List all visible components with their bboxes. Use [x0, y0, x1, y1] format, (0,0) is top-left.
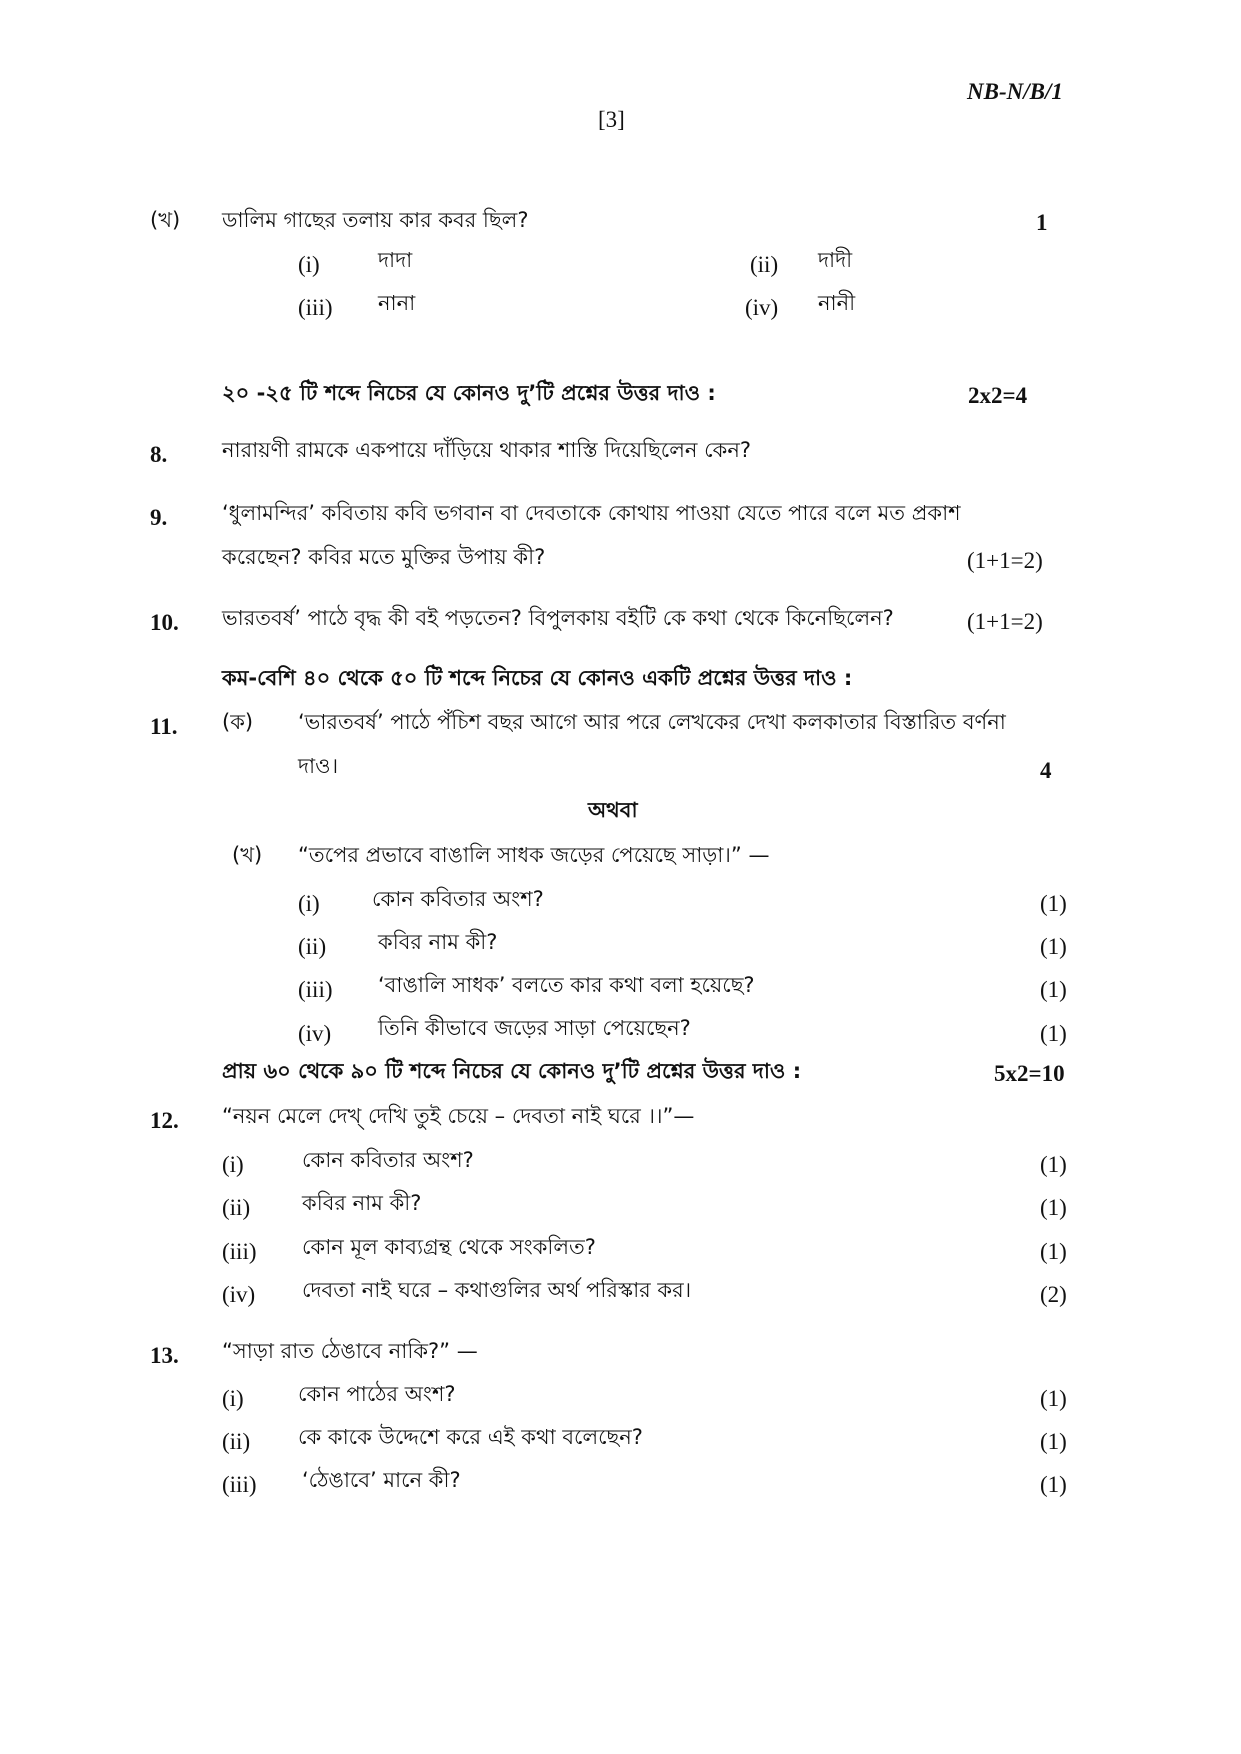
- q7b-option-label: (ii): [750, 252, 779, 277]
- q11b-item-label: (ii): [298, 934, 327, 959]
- q12-item-label: (iii): [222, 1239, 257, 1264]
- q9-line1: ‘ধুলামন্দির’ কবিতায় কবি ভগবান বা দেবতাকে কোথায় পাওয়া যেতে পারে বলে মত প্রকাশ: [222, 501, 961, 525]
- q12-item-marks: (1): [1040, 1195, 1067, 1220]
- q12-item-marks: (2): [1040, 1282, 1067, 1307]
- q8-number: 8.: [150, 442, 168, 467]
- q13-item-text: ‘ঠেঙাবে’ মানে কী?: [302, 1468, 461, 1492]
- q11b-item-text: তিনি কীভাবে জড়ের সাড়া পেয়েছেন?: [378, 1016, 691, 1040]
- q13-quote: “সাড়া রাত ঠেঙাবে নাকি?” —: [222, 1339, 478, 1363]
- q11b-item-label: (iii): [298, 977, 333, 1002]
- q11a-line2: দাও।: [298, 754, 339, 778]
- section-short-marks: 2x2=4: [968, 383, 1028, 408]
- q11b-item-text: কোন কবিতার অংশ?: [372, 887, 544, 911]
- q10-number: 10.: [150, 610, 179, 635]
- q13-item-label: (i): [222, 1386, 244, 1411]
- q12-item-label: (i): [222, 1152, 244, 1177]
- q13-item-marks: (1): [1040, 1429, 1067, 1454]
- q12-item-marks: (1): [1040, 1152, 1067, 1177]
- q13-item-marks: (1): [1040, 1472, 1067, 1497]
- q7b-option-text: দাদী: [818, 248, 853, 272]
- q9-line2: করেছেন? কবির মতে মুক্তির উপায় কী?: [222, 545, 546, 569]
- q7b-option-text: নানী: [818, 291, 856, 315]
- q7b-marks: 1: [1036, 210, 1048, 235]
- q11b-item-marks: (1): [1040, 977, 1067, 1002]
- or-separator: অথবা: [588, 798, 638, 822]
- q12-number: 12.: [150, 1108, 179, 1133]
- q13-item-text: কোন পাঠের অংশ?: [298, 1382, 456, 1406]
- q11b-item-text: ‘বাঙালি সাধক’ বলতে কার কথা বলা হয়েছে?: [378, 973, 755, 997]
- q8-text: নারায়ণী রামকে একপায়ে দাঁড়িয়ে থাকার শাস্তি দিয়েছিলেন কেন?: [222, 438, 751, 462]
- q10-text: ভারতবর্ষ’ পাঠে বৃদ্ধ কী বই পড়তেন? বিপুলকায় বইটি কে কথা থেকে কিনেছিলেন?: [222, 606, 894, 630]
- q12-quote: “নয়ন মেলে দেখ্ দেখি তুই চেয়ে – দেবতা নাই ঘরে ।।”—: [222, 1104, 695, 1128]
- q9-marks: (1+1=2): [967, 548, 1043, 573]
- q7b-option-text: দাদা: [378, 248, 413, 272]
- q7b-option-text: নানা: [378, 291, 416, 315]
- section-long-instruction: প্রায় ৬০ থেকে ৯০ টি শব্দে নিচের যে কোনও দু’টি প্রশ্নের উত্তর দাও :: [222, 1059, 802, 1083]
- q7b-text: ডালিম গাছের তলায় কার কবর ছিল?: [222, 208, 529, 232]
- q7b-option-label: (i): [298, 252, 320, 277]
- q11b-item-marks: (1): [1040, 891, 1067, 916]
- section-medium-instruction: কম-বেশি ৪০ থেকে ৫০ টি শব্দে নিচের যে কোনও একটি প্রশ্নের উত্তর দাও :: [222, 666, 853, 690]
- q12-item-text: কোন মূল কাব্যগ্রন্থ থেকে সংকলিত?: [302, 1235, 596, 1259]
- q11-number: 11.: [150, 714, 178, 739]
- q12-item-label: (iv): [222, 1282, 256, 1307]
- section-long-marks: 5x2=10: [994, 1061, 1065, 1086]
- q11b-item-label: (i): [298, 891, 320, 916]
- q11b-quote: “তপের প্রভাবে বাঙালি সাধক জড়ের পেয়েছে সাড়া।” —: [298, 843, 770, 867]
- q13-item-label: (iii): [222, 1472, 257, 1497]
- page-number: [3]: [598, 107, 625, 132]
- q7b-option-label: (iv): [745, 295, 779, 320]
- q11b-item-marks: (1): [1040, 934, 1067, 959]
- q10-marks: (1+1=2): [967, 609, 1043, 634]
- q12-item-text: দেবতা নাই ঘরে – কথাগুলির অর্থ পরিস্কার কর।: [302, 1278, 692, 1302]
- q11b-label: (খ): [232, 843, 263, 867]
- q12-item-marks: (1): [1040, 1239, 1067, 1264]
- paper-code: NB-N/B/1: [967, 79, 1063, 104]
- q11b-item-marks: (1): [1040, 1021, 1067, 1046]
- q7b-label: (খ): [150, 208, 181, 232]
- q12-item-label: (ii): [222, 1195, 251, 1220]
- q11a-marks: 4: [1040, 758, 1052, 783]
- q11b-item-label: (iv): [298, 1021, 332, 1046]
- q13-item-label: (ii): [222, 1429, 251, 1454]
- q11b-item-text: কবির নাম কী?: [378, 930, 498, 954]
- q13-item-text: কে কাকে উদ্দেশে করে এই কথা বলেছেন?: [298, 1425, 643, 1449]
- q12-item-text: কবির নাম কী?: [302, 1191, 422, 1215]
- q11a-label: (ক): [222, 710, 254, 734]
- q13-number: 13.: [150, 1343, 179, 1368]
- q7b-option-label: (iii): [298, 295, 333, 320]
- q11a-line1: ‘ভারতবর্ষ’ পাঠে পঁচিশ বছর আগে আর পরে লেখকের দেখা কলকাতার বিস্তারিত বর্ণনা: [298, 710, 1006, 734]
- section-short-instruction: ২০ -২৫ টি শব্দে নিচের যে কোনও দু’টি প্রশ্নের উত্তর দাও :: [222, 381, 716, 405]
- q9-number: 9.: [150, 505, 168, 530]
- q12-item-text: কোন কবিতার অংশ?: [302, 1148, 474, 1172]
- q13-item-marks: (1): [1040, 1386, 1067, 1411]
